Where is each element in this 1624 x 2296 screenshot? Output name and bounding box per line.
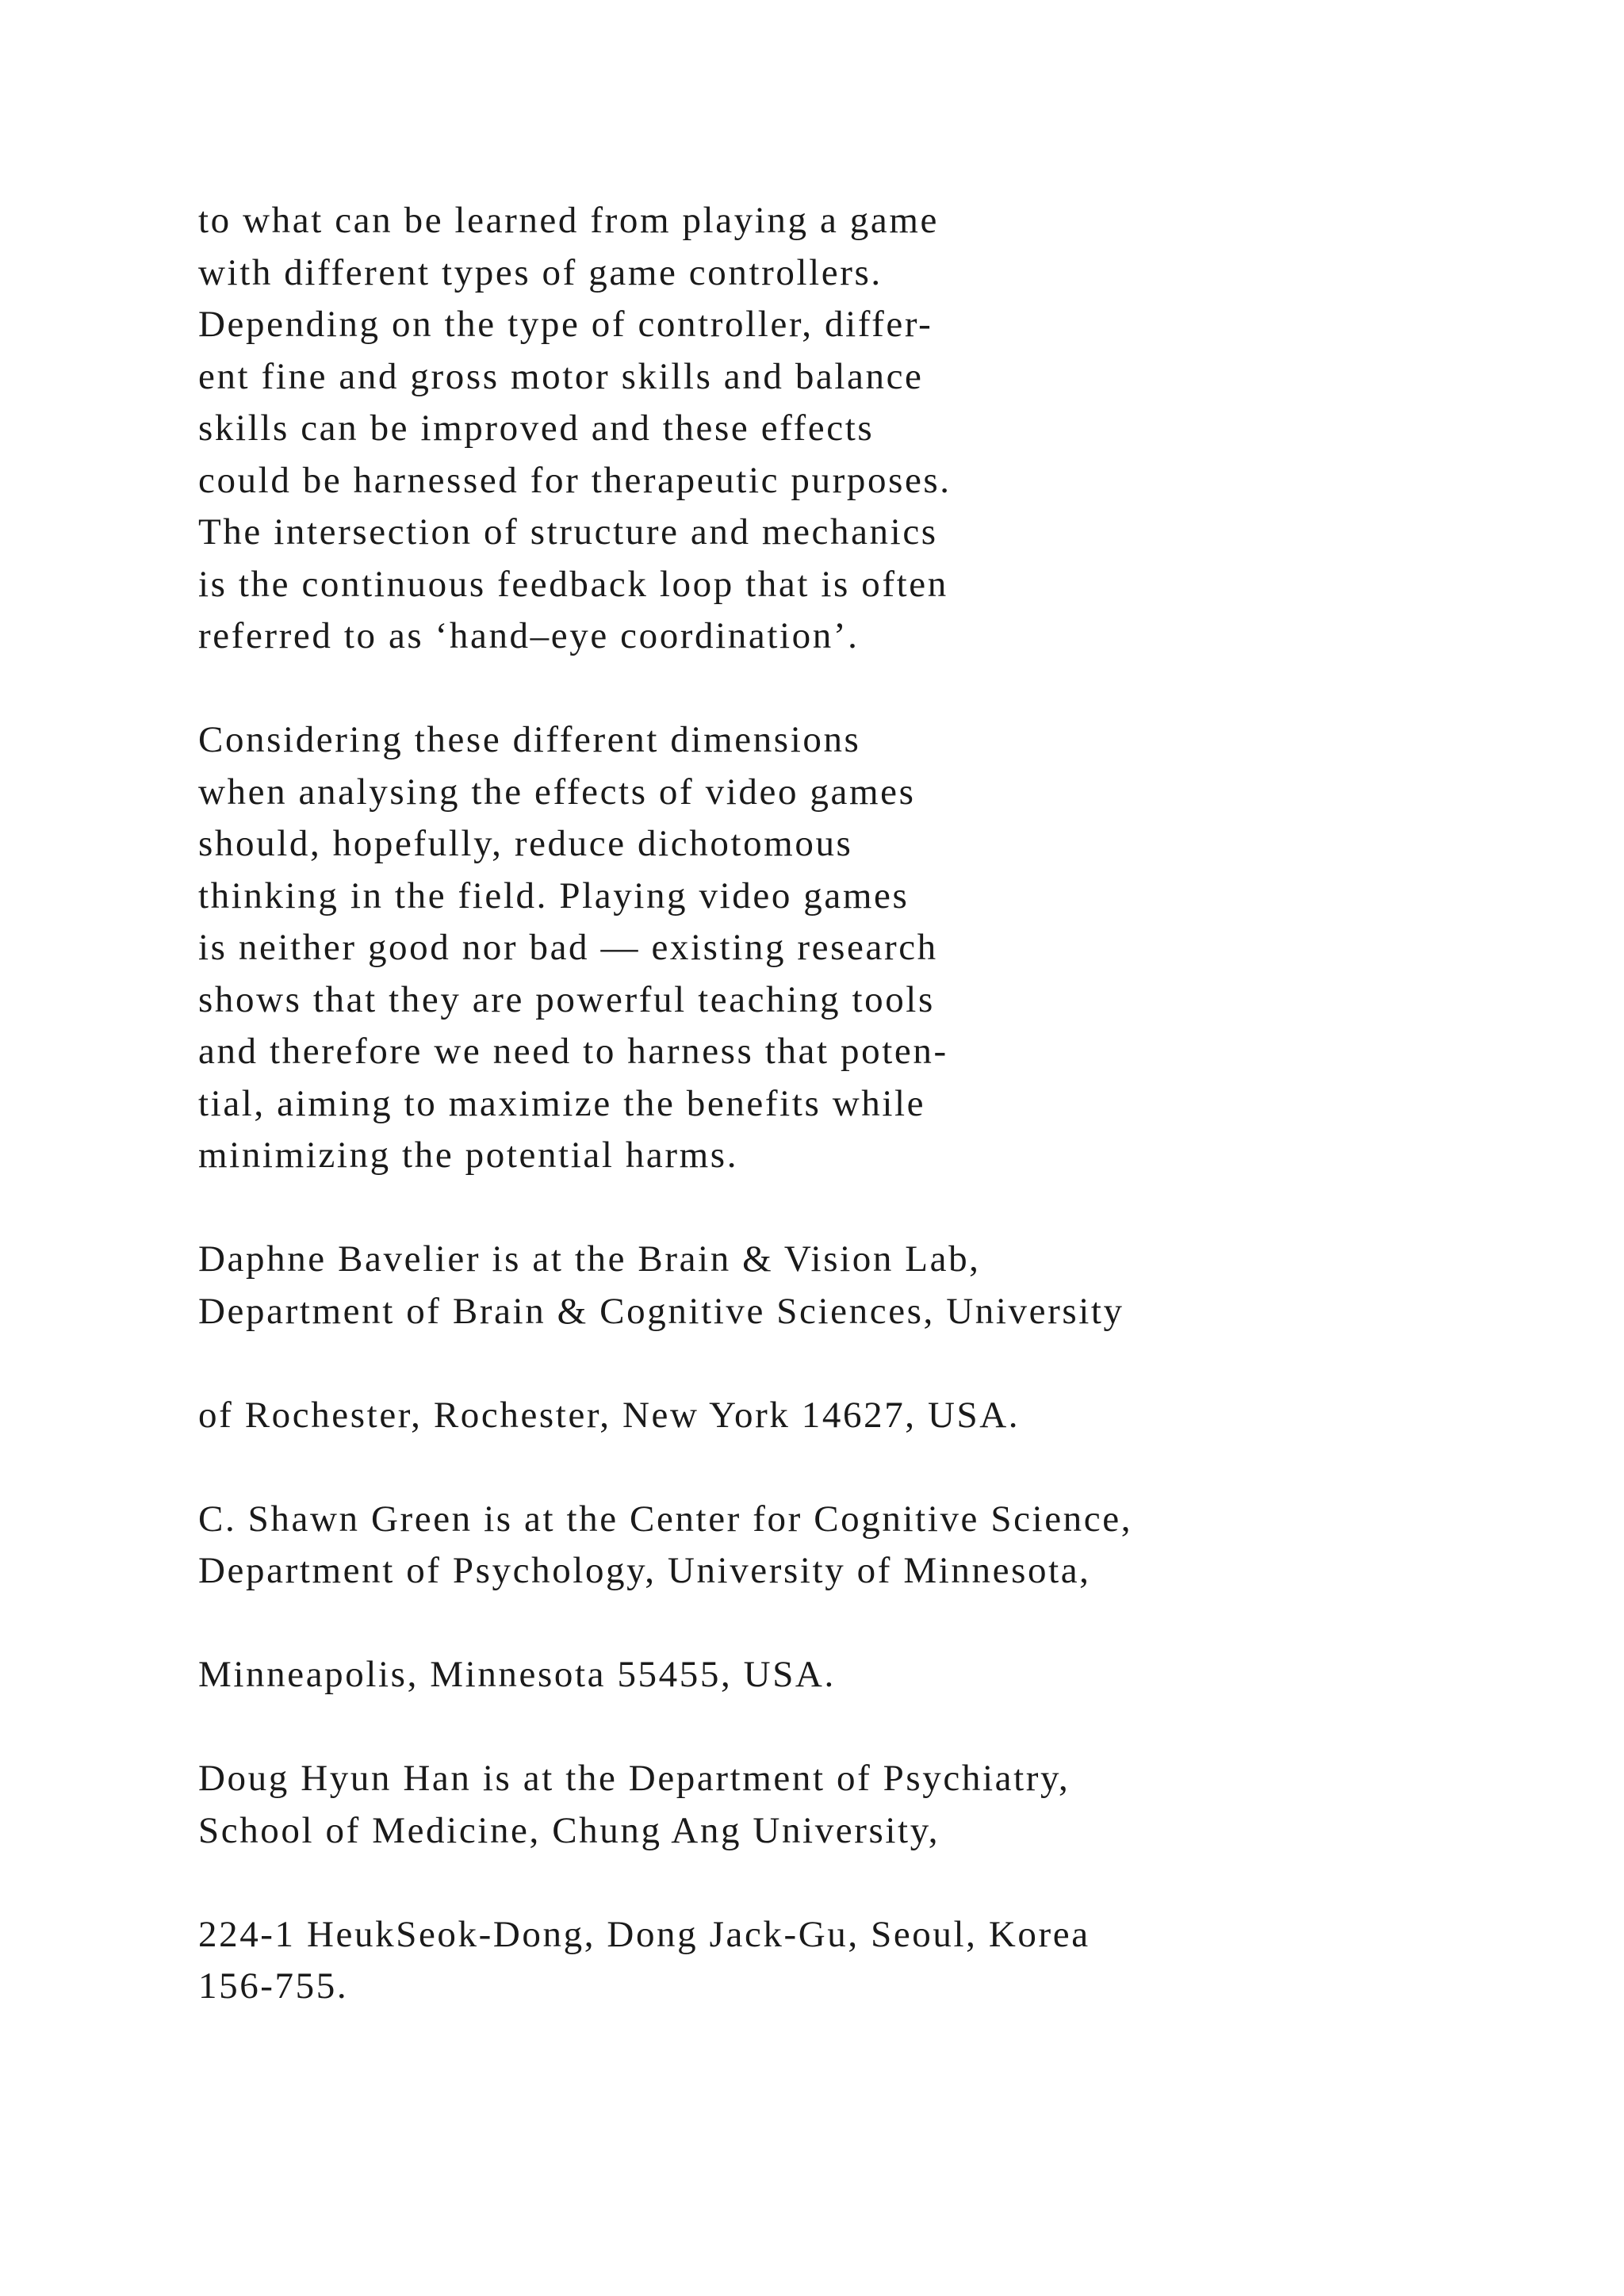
affiliation-line: of Rochester, Rochester, New York 14627, USA.: [198, 1394, 1021, 1436]
line-gap: [198, 1598, 1546, 1650]
affiliation-han: [198, 1753, 1546, 2013]
text-line: to what can be learned from playing a game: [198, 200, 939, 241]
affiliation-line: C. Shawn Green is at the Center for Cognitive Science,: [198, 1498, 1133, 1540]
text-line: referred to as ‘hand–eye coordination’.: [198, 615, 860, 656]
affiliation-line: Doug Hyun Han is at the Department of Psychiatry,: [198, 1758, 1071, 1799]
line-gap: [198, 1857, 1546, 1909]
affiliation-line: Minneapolis, Minnesota 55455, USA.: [198, 1654, 836, 1695]
text-line: The intersection of structure and mechanics: [198, 511, 938, 553]
text-line: should, hopefully, reduce dichotomous: [198, 823, 853, 864]
affiliation-line: 156-755.: [198, 1965, 349, 2007]
text-line: could be harnessed for therapeutic purposes.: [198, 459, 952, 501]
text-line: tial, aiming to maximize the benefits while: [198, 1082, 926, 1124]
text-line: Depending on the type of controller, differ-: [198, 304, 933, 345]
paragraph-gap: [198, 1182, 1546, 1234]
text-line: ent fine and gross motor skills and balance: [198, 355, 924, 397]
line-gap: [198, 1337, 1546, 1390]
affiliation-line: Daphne Bavelier is at the Brain & Vision Lab,: [198, 1238, 981, 1280]
text-line: skills can be improved and these effects: [198, 408, 875, 449]
document-body: [198, 195, 1546, 2013]
affiliation-green: [198, 1494, 1546, 1701]
text-line: is the continuous feedback loop that is often: [198, 563, 948, 605]
paragraph-gap: [198, 1441, 1546, 1494]
affiliation-bavelier: [198, 1234, 1546, 1441]
paragraph-gap: [198, 663, 1546, 715]
text-line: Considering these different dimensions: [198, 719, 861, 760]
affiliation-line: Department of Psychology, University of Minnesota,: [198, 1550, 1091, 1591]
text-line: when analysing the effects of video games: [198, 771, 916, 813]
text-line: thinking in the field. Playing video games: [198, 874, 910, 916]
body-paragraph-1: [198, 195, 1546, 663]
paragraph-gap: [198, 1701, 1546, 1754]
text-line: with different types of game controllers.: [198, 251, 883, 293]
affiliation-line: 224-1 HeukSeok-Dong, Dong Jack-Gu, Seoul, Korea: [198, 1913, 1090, 1955]
body-paragraph-2: [198, 714, 1546, 1182]
affiliation-line: Department of Brain & Cognitive Sciences, University: [198, 1290, 1124, 1332]
text-line: shows that they are powerful teaching tools: [198, 978, 935, 1020]
text-line: is neither good nor bad — existing research: [198, 927, 938, 968]
affiliation-line: School of Medicine, Chung Ang University,: [198, 1809, 940, 1851]
text-line: and therefore we need to harness that poten-: [198, 1031, 948, 1072]
text-line: minimizing the potential harms.: [198, 1135, 739, 1176]
